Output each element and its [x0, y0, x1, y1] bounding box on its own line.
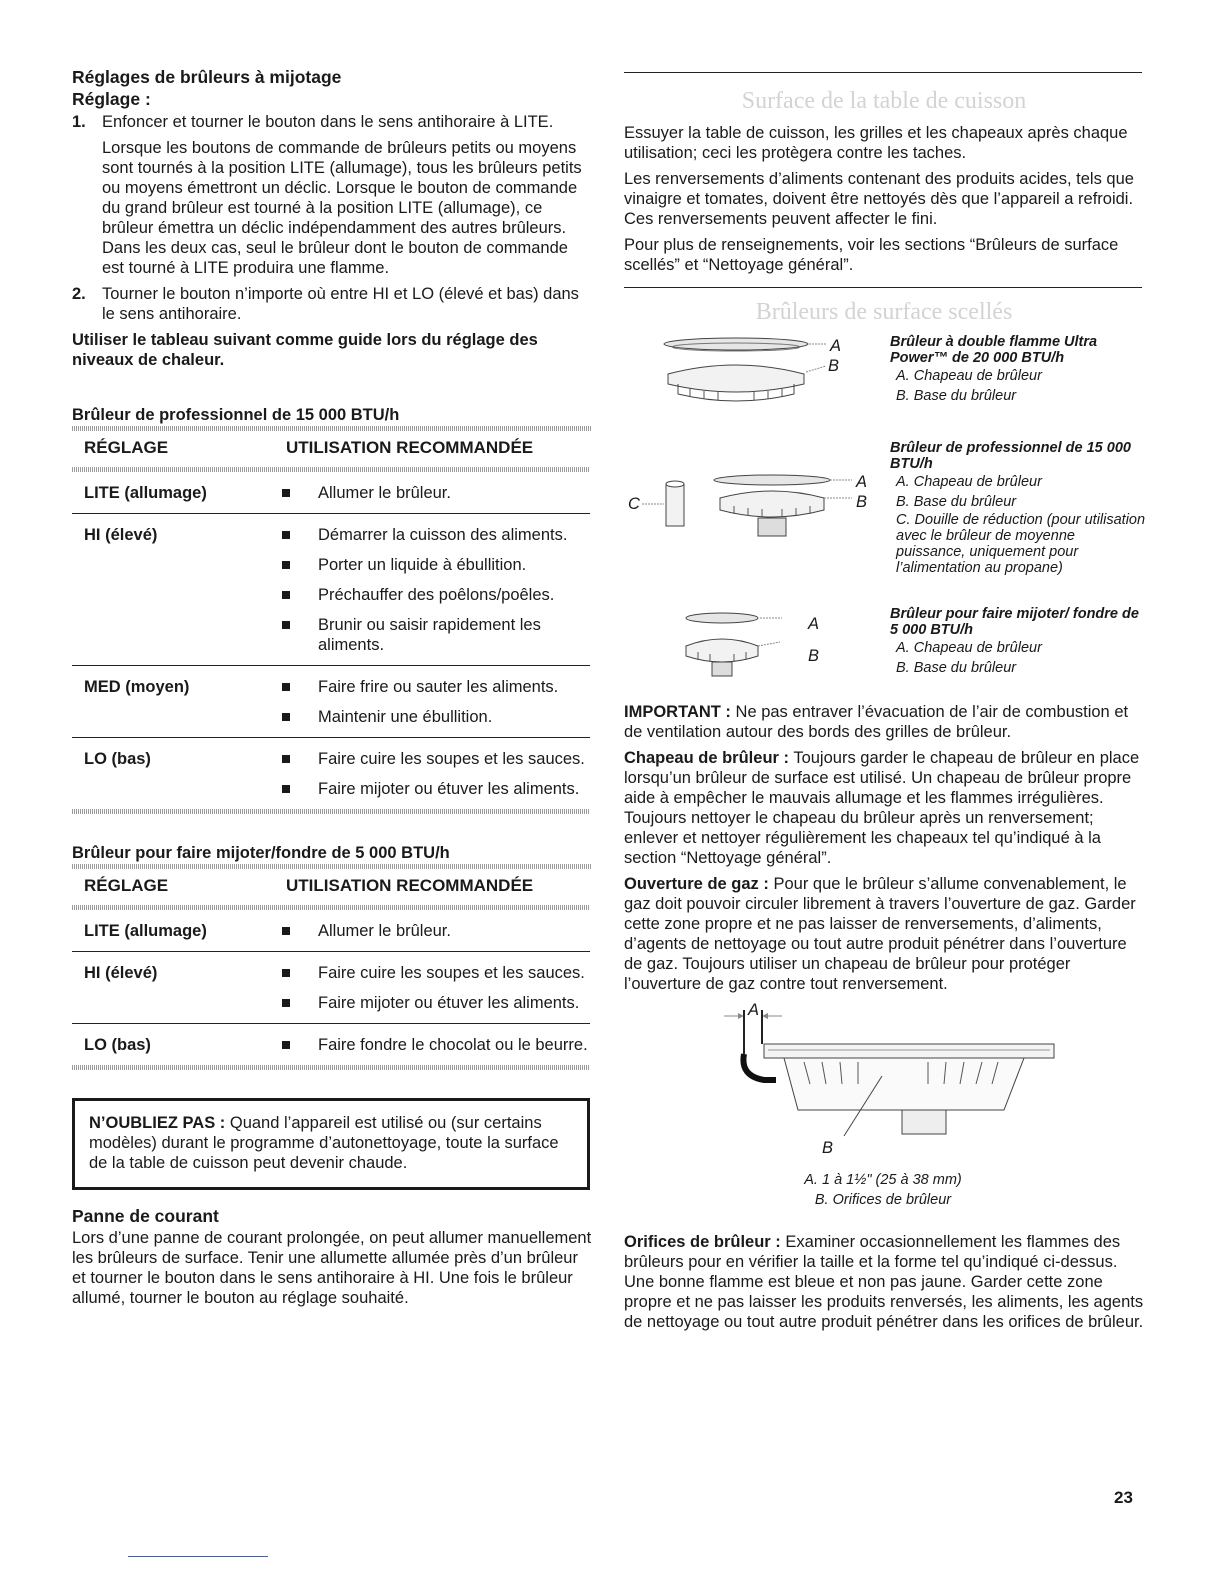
level-cell: LO (bas): [72, 1024, 274, 1066]
diagram-letter-a: A: [830, 337, 842, 355]
use-item: Faire frire ou sauter les aliments.: [274, 677, 590, 697]
table-row: [72, 910, 590, 952]
burner3-caption: [890, 606, 1146, 678]
diagram-letter-b: B: [856, 493, 868, 511]
burner3-item-b: B. Base du brûleur: [896, 660, 1017, 676]
burner2-item-a: A. Chapeau de brûleur: [896, 474, 1042, 490]
use-item: Allumer le brûleur.: [274, 921, 590, 941]
section-rule: [624, 72, 1142, 73]
col-header-reglage: RÉGLAGE: [84, 438, 169, 457]
steps-list: [72, 112, 592, 324]
table-row: [72, 514, 590, 666]
important-text: Ne pas entraver l’évacuation de l’air de combustion et de ventilation autour des bords des grilles de brûleur.: [624, 703, 1129, 741]
footer-line: [128, 1556, 268, 1557]
table-row: [72, 1024, 590, 1066]
gas-opening-figure: [624, 1000, 1144, 1212]
burner2-item-c: C. Douille de réduction (pour utilisation avec le brûleur de moyenne puissance, uniquement pour l’alimentation au propane): [896, 512, 1146, 576]
burner3-name: Brûleur pour faire mijoter/ fondre de 5 000 BTU/h: [890, 606, 1139, 638]
hatch-divider: [72, 1065, 590, 1070]
chapeau-para: [624, 748, 1144, 868]
ouverture-para: [624, 874, 1144, 994]
burner2-item-b: B. Base du brûleur: [896, 494, 1017, 510]
burner3-item-a: A. Chapeau de brûleur: [896, 640, 1042, 656]
burner-cross-section-illustration: [724, 1010, 1064, 1150]
figure-label-a: A: [748, 1001, 760, 1019]
burner1-item-a: A. Chapeau de brûleur: [896, 368, 1042, 384]
use-item: Démarrer la cuisson des aliments.: [274, 525, 590, 545]
surface-p1: Essuyer la table de cuisson, les grilles et les chapeaux après chaque utilisation; ceci les protègera contre les taches.: [624, 124, 1128, 162]
burner-ultra-power-illustration: [654, 334, 884, 414]
surface-title: Surface de la table de cuisson: [741, 88, 1027, 114]
burners-title: Brûleurs de surface scellés: [755, 299, 1013, 325]
burner2-caption: [890, 440, 1146, 576]
level-cell: MED (moyen): [72, 666, 274, 738]
important-para: [624, 702, 1144, 742]
table-intro: Utiliser le tableau suivant comme guide lors du réglage des niveaux de chaleur.: [72, 331, 538, 369]
table-row: [72, 472, 590, 514]
step-text: Tourner le bouton n’importe où entre HI et LO (élevé et bas) dans le sens antihoraire.: [102, 285, 579, 323]
orifices-label: Orifices de brûleur :: [624, 1233, 781, 1251]
chapeau-label: Chapeau de brûleur :: [624, 749, 790, 767]
step-number: 1.: [72, 113, 86, 131]
col-header-reglage: RÉGLAGE: [84, 876, 169, 895]
diagram-letter-a: A: [808, 615, 820, 633]
table-header: [72, 869, 590, 905]
use-item: Faire fondre le chocolat ou le beurre.: [274, 1035, 590, 1055]
diagram-letter-b: B: [828, 357, 840, 375]
col-header-utilisation: UTILISATION RECOMMANDÉE: [286, 438, 534, 457]
figure-caption-b: B. Orifices de brûleur: [814, 1192, 952, 1208]
settings-table-2: [72, 869, 590, 1070]
left-column: [72, 66, 592, 1308]
important-label: IMPORTANT :: [624, 703, 731, 721]
table2-title: Brûleur pour faire mijoter/fondre de 5 000 BTU/h: [72, 844, 450, 862]
col-header-utilisation: UTILISATION RECOMMANDÉE: [286, 876, 534, 895]
step-number: 2.: [72, 285, 86, 303]
burner-professional-illustration: [624, 462, 884, 552]
orifices-para: [624, 1232, 1144, 1332]
panne-text: Lors d’une panne de courant prolongée, on peut allumer manuellement les brûleurs de surface. Tenir une allumette allumée près d’un brûleur et tourner le bouton dans le sens antihoraire à HI. Une fois le brûleur allumé, tourner le bouton au réglage souhaité.: [72, 1229, 592, 1307]
orifices-text: Examiner occasionnellement les flammes des brûleurs pour en vérifier la taille et la forme tel qu’indiqué ci-dessus. Une bonne flamme est bleue et non pas jaune. Garder cette zone propre et ne pas laisser les produits renversés, les aliments, les agents de nettoyage ou tout autre produit pénétrer dans les orifices de brûleur.: [624, 1233, 1144, 1331]
table-header: [72, 431, 590, 467]
table-row: [72, 666, 590, 738]
use-item: Maintenir une ébullition.: [274, 707, 590, 727]
level-cell: LITE (allumage): [84, 484, 207, 502]
diagram-letter-b: B: [808, 647, 820, 665]
step-1: [72, 112, 592, 278]
surface-p2: Les renversements d’aliments contenant des produits acides, tels que vinaigre et tomates, doivent être nettoyés dès que l’appareil a refroidi. Ces renversements peuvent affecter le fini.: [624, 170, 1134, 228]
diagram-letter-a: A: [856, 473, 868, 491]
ouverture-text: Pour que le brûleur s’allume convenablement, le gaz doit pouvoir circuler librement à travers l’ouverture de gaz. Garder cette zone propre et ne pas laisser de renversements, d’aliments, d’agents de nettoyage ou tout autre produit pénétrer dans l’ouverture de gaz. Toujours utiliser un chapeau de brûleur pour protéger l’ouverture de gaz contre tout renversement.: [624, 875, 1136, 993]
burner1-name: Brûleur à double flamme Ultra Power™ de 20 000 BTU/h: [890, 334, 1098, 366]
surface-p3: Pour plus de renseignements, voir les sections “Brûleurs de surface scellés” et “Nettoyage général”.: [624, 236, 1119, 274]
step-text: Enfoncer et tourner le bouton dans le sens antihoraire à LITE.: [102, 113, 554, 131]
table-row: [72, 738, 590, 810]
level-cell: LITE (allumage): [84, 922, 207, 940]
level-cell: HI (élevé): [72, 952, 274, 1024]
ouverture-label: Ouverture de gaz :: [624, 875, 769, 893]
step-2: [72, 284, 592, 324]
section-rule: [624, 287, 1142, 288]
use-item: Préchauffer des poêlons/poêles.: [274, 585, 590, 605]
burner1-item-b: B. Base du brûleur: [896, 388, 1017, 404]
burner2-name: Brûleur de professionnel de 15 000 BTU/h: [890, 440, 1131, 472]
figure-label-b: B: [822, 1139, 834, 1157]
hatch-divider: [72, 809, 590, 814]
use-item: Faire mijoter ou étuver les aliments.: [274, 993, 590, 1013]
burner-diagrams: [624, 334, 1144, 702]
settings-table-1: [72, 431, 590, 814]
table-row: [72, 952, 590, 1024]
note-box: [72, 1098, 590, 1190]
use-item: Brunir ou saisir rapidement les aliments.: [274, 615, 590, 655]
section-subheading: Réglage :: [72, 89, 151, 109]
use-item: Faire mijoter ou étuver les aliments.: [274, 779, 590, 799]
level-cell: HI (élevé): [72, 514, 274, 666]
right-column: [624, 66, 1144, 1338]
level-cell: LO (bas): [72, 738, 274, 810]
note-text: Quand l’appareil est utilisé ou (sur certains modèles) durant le programme d’autonettoyage, toute la surface de la table de cuisson peut devenir chaude.: [89, 1114, 559, 1172]
burner1-caption: [890, 334, 1146, 406]
figure-caption-a: A. 1 à 1½" (25 à 38 mm): [804, 1172, 962, 1188]
use-item: Porter un liquide à ébullition.: [274, 555, 590, 575]
step-detail: Lorsque les boutons de commande de brûleurs petits ou moyens sont tournés à la position LITE (allumage), tous les brûleurs petits ou moyens émettront un déclic. Lorsque le bouton de commande du grand brûleur est tourné à la position LITE (allumage), ce brûleur émettra un déclic indépendamment des autres brûleurs. Dans les deux cas, seul le brûleur dont le bouton de commande est tourné à LITE produira une flamme.: [102, 139, 582, 277]
section-heading: Réglages de brûleurs à mijotage: [72, 67, 342, 87]
table1-title: Brûleur de professionnel de 15 000 BTU/h: [72, 406, 400, 424]
burner-simmer-illustration: [674, 602, 874, 682]
note-label: N’OUBLIEZ PAS :: [89, 1114, 226, 1132]
page-number: 23: [1114, 1488, 1133, 1507]
diagram-letter-c: C: [628, 495, 640, 513]
use-item: Faire cuire les soupes et les sauces.: [274, 749, 590, 769]
panne-heading: Panne de courant: [72, 1206, 219, 1226]
use-item: Allumer le brûleur.: [274, 483, 590, 503]
use-item: Faire cuire les soupes et les sauces.: [274, 963, 590, 983]
chapeau-text: Toujours garder le chapeau de brûleur en place lorsqu’un brûleur de surface est utilisé. Un chapeau de brûleur propre aide à empêcher le mauvais allumage et les flammes irrégulières. Toujours nettoyer le chapeau du brûleur après un renversement; enlever et nettoyer régulièrement les chapeaux tel qu’indiqué à la section “Nettoyage général”.: [624, 749, 1140, 867]
